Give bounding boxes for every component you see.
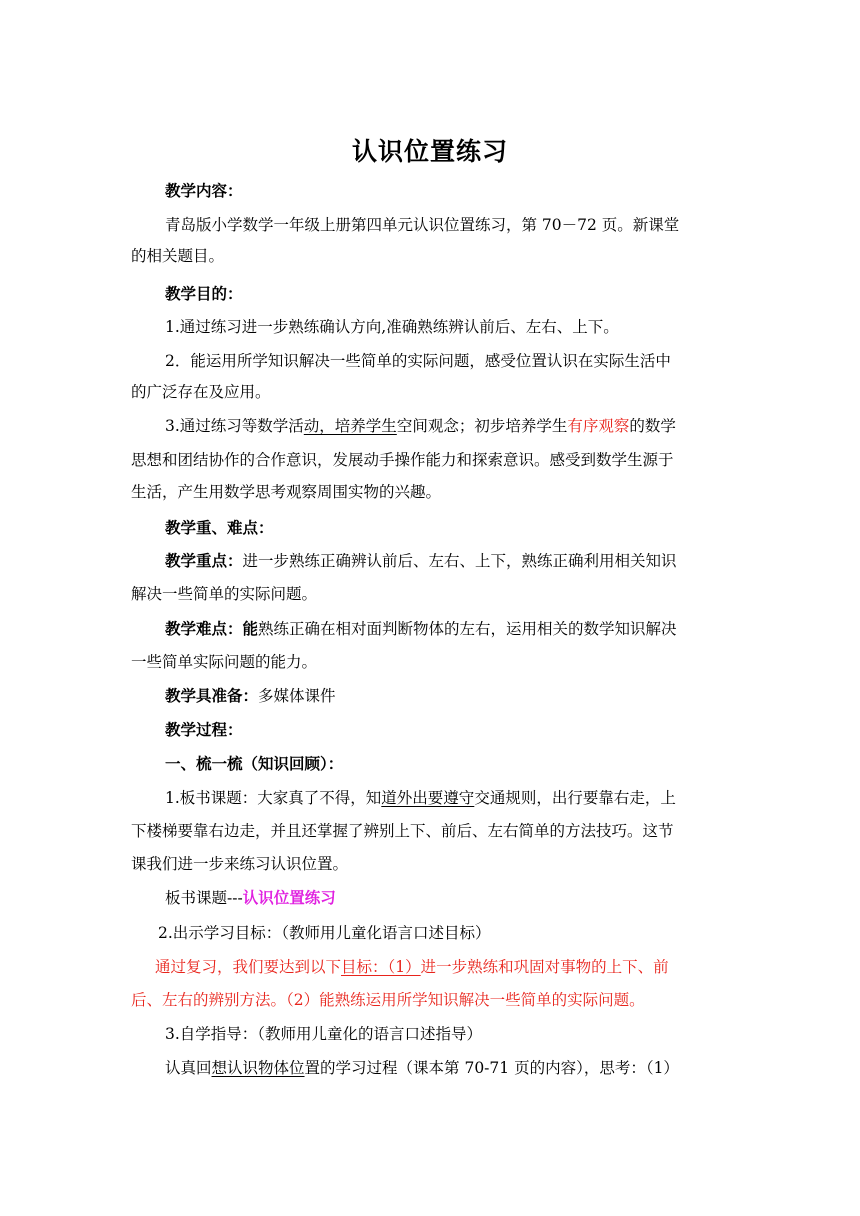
key-point xyxy=(165,550,765,572)
learning-goal xyxy=(155,956,755,978)
text-run: 交通规则，出行要靠右走，上 xyxy=(474,789,676,807)
step-2: 2.出示学习目标：（教师用儿童化语言口述目标） xyxy=(158,924,491,942)
board-title-line xyxy=(165,887,765,909)
text-run: 进一步熟练和巩固对事物的上下、前 xyxy=(420,958,669,976)
board-label: 板书课题--- xyxy=(165,889,243,907)
page-title: 认识位置练习 xyxy=(351,137,508,166)
content-text-line: 青岛版小学数学一年级上册第四单元认识位置练习，第 70－72 页。新课堂 xyxy=(165,216,680,234)
tools-label: 教学具准备： xyxy=(165,687,259,705)
goal-item-3-cont: 思想和团结协作的合作意识，发展动手操作能力和探索意识。感受到数学生源于 xyxy=(131,451,674,469)
key-point-cont: 解决一些简单的实际问题。 xyxy=(131,585,318,603)
learning-goal-cont: 后、左右的辨别方法。（2）能熟练运用所学知识解决一些简单的实际问题。 xyxy=(131,991,645,1009)
text-run: 置的学习过程（课本第 70-71 页的内容），思考：（1） xyxy=(304,1059,679,1077)
goal-item-2-cont: 的广泛存在及应用。 xyxy=(131,383,271,401)
text-run: 的数学 xyxy=(629,417,676,435)
text-run: 空间观念；初步培养学生 xyxy=(396,417,568,435)
difficult-point xyxy=(165,618,765,640)
underlined-text: 想认识物体位 xyxy=(211,1059,305,1077)
step-1-cont: 下楼梯要靠右边走，并且还掌握了辨别上下、前后、左右简单的方法技巧。这节 xyxy=(131,822,674,840)
difficult-point-cont: 一些简单实际问题的能力。 xyxy=(131,653,318,671)
text-run: 3.通过练习等数学活 xyxy=(165,417,304,435)
key-point-label: 教学重点： xyxy=(165,552,243,570)
step-3: 3.自学指导：（教师用儿童化的语言口述指导） xyxy=(165,1025,483,1043)
content-heading: 教学内容： xyxy=(165,182,243,200)
step-1 xyxy=(165,787,765,809)
goal-item-3 xyxy=(165,415,765,437)
goal-item-3-cont: 生活，产生用数学思考观察周围实物的兴趣。 xyxy=(131,483,442,501)
underlined-text: 动，培养学生 xyxy=(303,417,397,435)
section-1-heading: 一、梳一梳（知识回顾）： xyxy=(165,755,344,773)
goal-item-1: 1.通过练习进一步熟练确认方向,准确熟练辨认前后、左右、上下。 xyxy=(165,318,619,336)
text-run: 通过复习，我们要达到以下 xyxy=(155,958,342,976)
goal-item-2: 2．能运用所学知识解决一些简单的实际问题，感受位置认识在实际生活中 xyxy=(165,352,671,370)
goal-heading: 教学目的： xyxy=(165,285,243,303)
highlighted-text: 有序观察 xyxy=(567,417,630,435)
underlined-text: 目标：（1） xyxy=(341,958,421,976)
text-run: 1.板书课题：大家真了不得，知 xyxy=(165,789,382,807)
step-3-text xyxy=(165,1057,765,1079)
underlined-text: 道外出要遵守 xyxy=(381,789,475,807)
difficult-point-text: 熟练正确在相对面判断物体的左右，运用相关的数学知识解决 xyxy=(258,620,677,638)
teaching-tools xyxy=(165,685,765,707)
content-text-line: 的相关题目。 xyxy=(131,247,225,265)
step-1-cont: 课我们进一步来练习认识位置。 xyxy=(131,855,349,873)
tools-text: 多媒体课件 xyxy=(258,687,336,705)
key-point-text: 进一步熟练正确辨认前后、左右、上下，熟练正确利用相关知识 xyxy=(242,552,677,570)
difficult-point-label: 教学难点：能 xyxy=(165,620,259,638)
key-difficult-heading: 教学重、难点： xyxy=(165,519,274,537)
process-heading: 教学过程： xyxy=(165,721,243,739)
board-title: 认识位置练习 xyxy=(242,889,336,907)
text-run: 认真回 xyxy=(165,1059,212,1077)
